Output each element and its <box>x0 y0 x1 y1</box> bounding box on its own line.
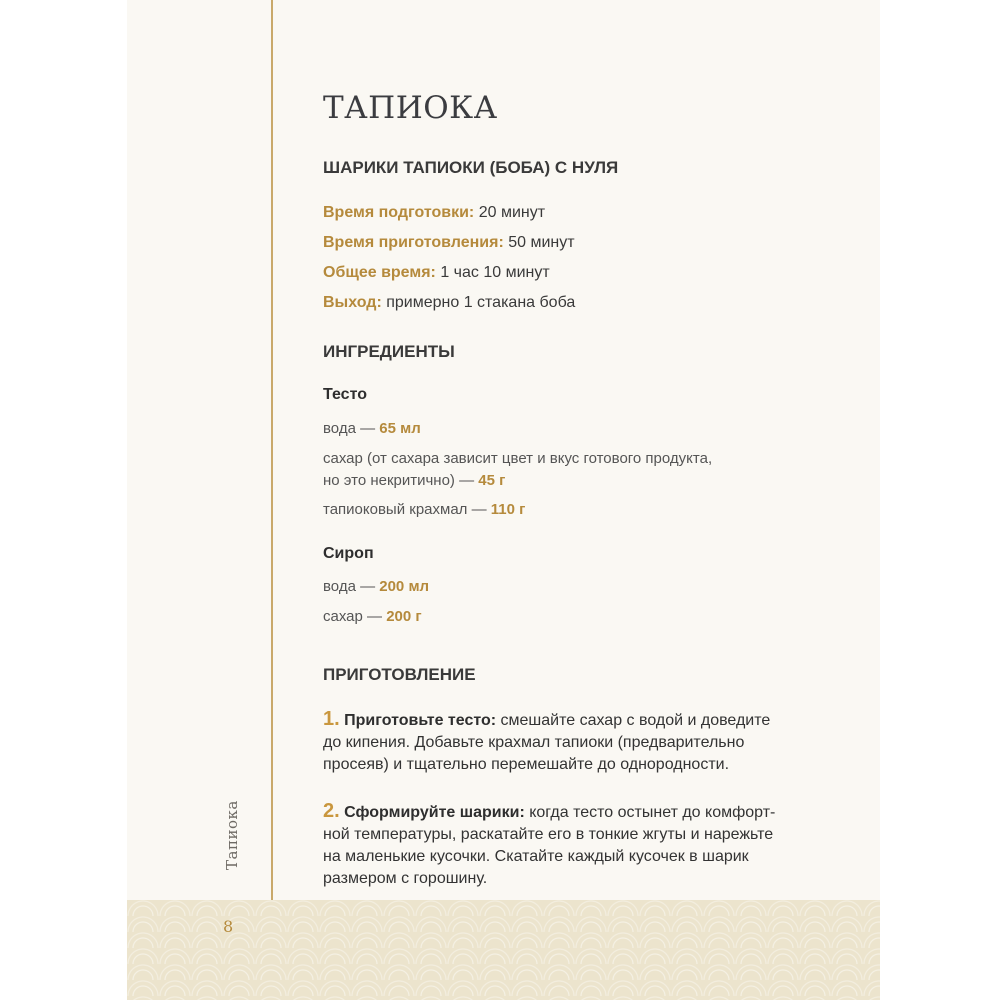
ingredient-name: вода — <box>323 420 380 437</box>
running-header-vertical: Тапиока <box>223 800 241 870</box>
step-text: до кипения. Добавьте крахмал тапиоки (предварительно <box>323 734 745 751</box>
meta-value: 50 минут <box>503 234 575 251</box>
step-item <box>323 708 843 776</box>
ingredient-item <box>323 448 712 492</box>
step-item <box>323 800 843 890</box>
syrup-heading: Сироп <box>323 545 374 562</box>
ingredient-qty: 200 мл <box>379 578 430 595</box>
step-number: 1. <box>323 708 340 730</box>
meta-cook-time <box>323 228 575 258</box>
book-page <box>127 0 880 1000</box>
step-text: размером с горошину. <box>323 870 488 887</box>
ingredient-qty: 65 мл <box>379 420 421 437</box>
step-text: на маленькие кусочки. Скатайте каждый кусочек в шарик <box>323 848 749 865</box>
ingredient-item <box>323 576 429 598</box>
ingredient-name: вода — <box>323 578 380 595</box>
ingredient-item <box>323 606 422 628</box>
meta-label: Время приготовления: <box>323 234 504 251</box>
meta-label: Время подготовки: <box>323 204 475 221</box>
ingredient-name: но это некритично) — <box>323 472 479 489</box>
step-text: ной температуры, раскатайте его в тонкие жгуты и нарежьте <box>323 826 774 843</box>
meta-total-time <box>323 258 575 288</box>
ingredient-item <box>323 499 525 521</box>
step-lead: Приготовьте тесто: <box>344 712 497 729</box>
meta-value: примерно 1 стакана боба <box>381 294 576 311</box>
ingredient-qty: 200 г <box>386 608 422 625</box>
meta-label: Общее время: <box>323 264 436 281</box>
ingredient-qty: 45 г <box>478 472 506 489</box>
recipe-subtitle: ШАРИКИ ТАПИОКИ (БОБА) С НУЛЯ <box>323 158 619 177</box>
dough-heading: Тесто <box>323 386 367 403</box>
meta-value: 1 час 10 минут <box>435 264 550 281</box>
step-number: 2. <box>323 800 340 822</box>
meta-label: Выход: <box>323 294 382 311</box>
ingredient-name: сахар — <box>323 608 387 625</box>
ingredient-name: тапиоковый крахмал — <box>323 501 491 518</box>
step-lead: Сформируйте шарики: <box>344 804 525 821</box>
page-title: ТАПИОКА <box>323 90 498 126</box>
step-text: просеяв) и тщательно перемешайте до однородности. <box>323 756 730 773</box>
ingredient-qty: 110 г <box>490 501 526 518</box>
ingredients-heading: ИНГРЕДИЕНТЫ <box>323 342 455 361</box>
meta-prep-time <box>323 198 575 228</box>
step-text: смешайте сахар с водой и доведите <box>496 712 771 729</box>
step-text: когда тесто остынет до комфорт- <box>524 804 776 821</box>
recipe-meta <box>323 198 575 318</box>
page-number: 8 <box>223 917 234 936</box>
vertical-divider <box>271 0 273 900</box>
ingredient-name: сахар (от сахара зависит цвет и вкус готового продукта, <box>323 450 713 467</box>
meta-value: 20 минут <box>474 204 546 221</box>
ingredient-item <box>323 418 421 440</box>
decorative-footer-band <box>127 900 880 1000</box>
preparation-heading: ПРИГОТОВЛЕНИЕ <box>323 665 476 684</box>
meta-yield <box>323 288 575 318</box>
